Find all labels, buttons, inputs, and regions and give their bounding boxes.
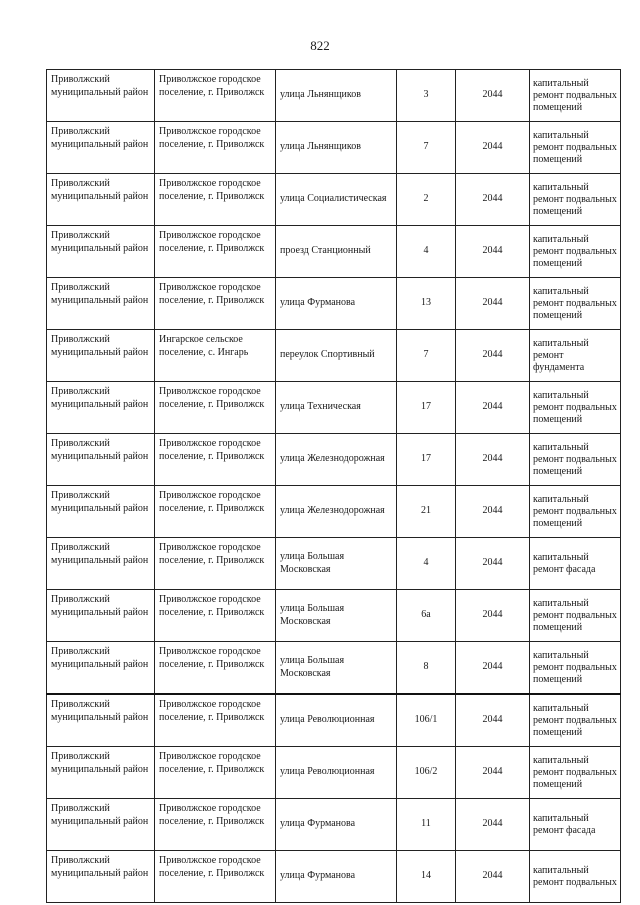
table-row (47, 538, 621, 590)
settlement-cell: Приволжское городское поселение, г. Приволжск (155, 122, 276, 174)
house-number-cell: 106/1 (397, 694, 456, 747)
street-cell: улица Железнодорожная (276, 486, 397, 538)
settlement-cell: Приволжское городское поселение, г. Приволжск (155, 799, 276, 851)
work-type-cell: капитальный ремонт подвальных помещений (530, 382, 621, 434)
work-type-cell: капитальный ремонт подвальных помещений (530, 70, 621, 122)
year-cell: 2044 (456, 538, 530, 590)
street-cell: улица Железнодорожная (276, 434, 397, 486)
house-number-cell: 4 (397, 226, 456, 278)
house-number-cell: 3 (397, 70, 456, 122)
settlement-cell: Приволжское городское поселение, г. Приволжск (155, 434, 276, 486)
year-cell: 2044 (456, 486, 530, 538)
street-cell: улица Революционная (276, 694, 397, 747)
district-cell: Приволжский муниципальный район (47, 174, 155, 226)
house-number-cell: 13 (397, 278, 456, 330)
district-cell: Приволжский муниципальный район (47, 747, 155, 799)
work-type-cell: капитальный ремонт подвальных помещений (530, 642, 621, 695)
work-type-cell: капитальный ремонт подвальных помещений (530, 747, 621, 799)
table-row (47, 851, 621, 903)
table-row (47, 434, 621, 486)
work-type-cell: капитальный ремонт подвальных помещений (530, 590, 621, 642)
house-number-cell: 7 (397, 122, 456, 174)
year-cell: 2044 (456, 330, 530, 382)
year-cell: 2044 (456, 747, 530, 799)
settlement-cell: Приволжское городское поселение, г. Приволжск (155, 642, 276, 695)
year-cell: 2044 (456, 434, 530, 486)
house-number-cell: 11 (397, 799, 456, 851)
work-type-cell: капитальный ремонт фасада (530, 799, 621, 851)
table-row (47, 382, 621, 434)
street-cell: улица Большая Московская (276, 538, 397, 590)
district-cell: Приволжский муниципальный район (47, 278, 155, 330)
settlement-cell: Приволжское городское поселение, г. Приволжск (155, 694, 276, 747)
table-row (47, 642, 621, 695)
settlement-cell: Приволжское городское поселение, г. Приволжск (155, 851, 276, 903)
district-cell: Приволжский муниципальный район (47, 226, 155, 278)
table-row (47, 70, 621, 122)
work-type-cell: капитальный ремонт подвальных помещений (530, 122, 621, 174)
year-cell: 2044 (456, 694, 530, 747)
table-row (47, 278, 621, 330)
district-cell: Приволжский муниципальный район (47, 538, 155, 590)
settlement-cell: Приволжское городское поселение, г. Приволжск (155, 538, 276, 590)
settlement-cell: Приволжское городское поселение, г. Приволжск (155, 226, 276, 278)
year-cell: 2044 (456, 278, 530, 330)
house-number-cell: 14 (397, 851, 456, 903)
district-cell: Приволжский муниципальный район (47, 122, 155, 174)
street-cell: улица Большая Московская (276, 590, 397, 642)
house-number-cell: 21 (397, 486, 456, 538)
work-type-cell: капитальный ремонт подвальных помещений (530, 694, 621, 747)
street-cell: улица Льнянщиков (276, 70, 397, 122)
table-row (47, 226, 621, 278)
work-type-cell: капитальный ремонт фундамента (530, 330, 621, 382)
district-cell: Приволжский муниципальный район (47, 434, 155, 486)
district-cell: Приволжский муниципальный район (47, 590, 155, 642)
table-row (47, 590, 621, 642)
work-type-cell: капитальный ремонт подвальных (530, 851, 621, 903)
house-number-cell: 4 (397, 538, 456, 590)
house-number-cell: 7 (397, 330, 456, 382)
house-number-cell: 106/2 (397, 747, 456, 799)
district-cell: Приволжский муниципальный район (47, 642, 155, 695)
district-cell: Приволжский муниципальный район (47, 382, 155, 434)
year-cell: 2044 (456, 799, 530, 851)
table-row (47, 174, 621, 226)
settlement-cell: Приволжское городское поселение, г. Приволжск (155, 174, 276, 226)
year-cell: 2044 (456, 122, 530, 174)
street-cell: улица Фурманова (276, 851, 397, 903)
street-cell: улица Большая Московская (276, 642, 397, 695)
table-row (47, 330, 621, 382)
house-number-cell: 17 (397, 434, 456, 486)
year-cell: 2044 (456, 382, 530, 434)
house-number-cell: 8 (397, 642, 456, 695)
street-cell: улица Фурманова (276, 278, 397, 330)
settlement-cell: Приволжское городское поселение, г. Приволжск (155, 486, 276, 538)
work-type-cell: капитальный ремонт подвальных помещений (530, 226, 621, 278)
table-row (47, 799, 621, 851)
street-cell: улица Фурманова (276, 799, 397, 851)
work-type-cell: капитальный ремонт подвальных помещений (530, 278, 621, 330)
year-cell: 2044 (456, 851, 530, 903)
street-cell: улица Социалистическая (276, 174, 397, 226)
house-number-cell: 2 (397, 174, 456, 226)
table-row (47, 747, 621, 799)
district-cell: Приволжский муниципальный район (47, 486, 155, 538)
district-cell: Приволжский муниципальный район (47, 851, 155, 903)
year-cell: 2044 (456, 70, 530, 122)
district-cell: Приволжский муниципальный район (47, 70, 155, 122)
table-row (47, 486, 621, 538)
street-cell: улица Льнянщиков (276, 122, 397, 174)
year-cell: 2044 (456, 174, 530, 226)
settlement-cell: Ингарское сельское поселение, с. Ингарь (155, 330, 276, 382)
page-number: 822 (310, 38, 330, 53)
year-cell: 2044 (456, 226, 530, 278)
street-cell: проезд Станционный (276, 226, 397, 278)
street-cell: улица Революционная (276, 747, 397, 799)
work-type-cell: капитальный ремонт фасада (530, 538, 621, 590)
district-cell: Приволжский муниципальный район (47, 330, 155, 382)
house-number-cell: 6а (397, 590, 456, 642)
table-row (47, 122, 621, 174)
year-cell: 2044 (456, 642, 530, 695)
work-type-cell: капитальный ремонт подвальных помещений (530, 486, 621, 538)
settlement-cell: Приволжское городское поселение, г. Приволжск (155, 747, 276, 799)
district-cell: Приволжский муниципальный район (47, 694, 155, 747)
year-cell: 2044 (456, 590, 530, 642)
district-cell: Приволжский муниципальный район (47, 799, 155, 851)
settlement-cell: Приволжское городское поселение, г. Приволжск (155, 278, 276, 330)
settlement-cell: Приволжское городское поселение, г. Приволжск (155, 382, 276, 434)
house-number-cell: 17 (397, 382, 456, 434)
registry-table (46, 69, 621, 903)
street-cell: переулок Спортивный (276, 330, 397, 382)
work-type-cell: капитальный ремонт подвальных помещений (530, 434, 621, 486)
table-row (47, 694, 621, 747)
work-type-cell: капитальный ремонт подвальных помещений (530, 174, 621, 226)
settlement-cell: Приволжское городское поселение, г. Приволжск (155, 70, 276, 122)
street-cell: улица Техническая (276, 382, 397, 434)
registry-body (47, 70, 621, 903)
settlement-cell: Приволжское городское поселение, г. Приволжск (155, 590, 276, 642)
